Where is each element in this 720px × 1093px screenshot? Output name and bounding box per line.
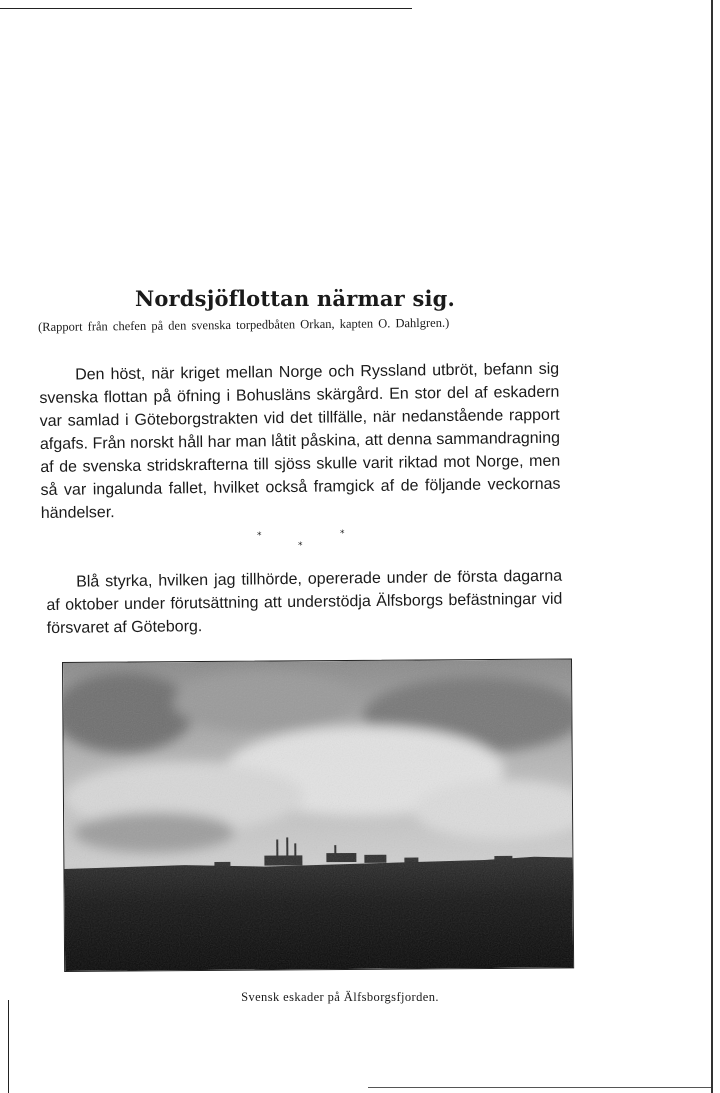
article-subtitle: (Rapport från chefen på den svenska torpedbåten Orkan, kapten O. Dahlgren.)	[38, 315, 450, 334]
article-title: Nordsjöflottan närmar sig.	[134, 286, 456, 311]
left-margin-rule	[8, 1000, 9, 1093]
bottom-rule	[368, 1087, 711, 1088]
separator-star: *	[257, 531, 262, 541]
right-edge-rule	[711, 0, 713, 1093]
separator-star: *	[340, 529, 345, 539]
paragraph-intro: Den höst, när kriget mellan Norge och Ryssland utbröt, befann sig svenska flottan på öfning i Bohusläns skärgård. En stor del af eskadern var samlad i Göteborgstrakten vid det tillfälle, när nedanstående rapport afgafs. Från norskt håll har man låtit påskina, att denna sammandragning af de svenska stridskrafterna till sjöss skulle varit riktad mot Norge, men så var ingalunda fallet, hvilket också framgick af de följande veckornas händelser.	[39, 360, 561, 522]
top-border-rule	[0, 8, 412, 9]
figure-caption: Svensk eskader på Älfsborgsfjorden.	[241, 990, 439, 1004]
separator-star: *	[298, 541, 303, 551]
paragraph-report: Blå styrka, hvilken jag tillhörde, opererade under de första dagarna af oktober under förutsättning att understödja Älfsborgs befästningar vid försvaret af Göteborg.	[46, 567, 563, 637]
fleet-photograph	[62, 658, 574, 972]
